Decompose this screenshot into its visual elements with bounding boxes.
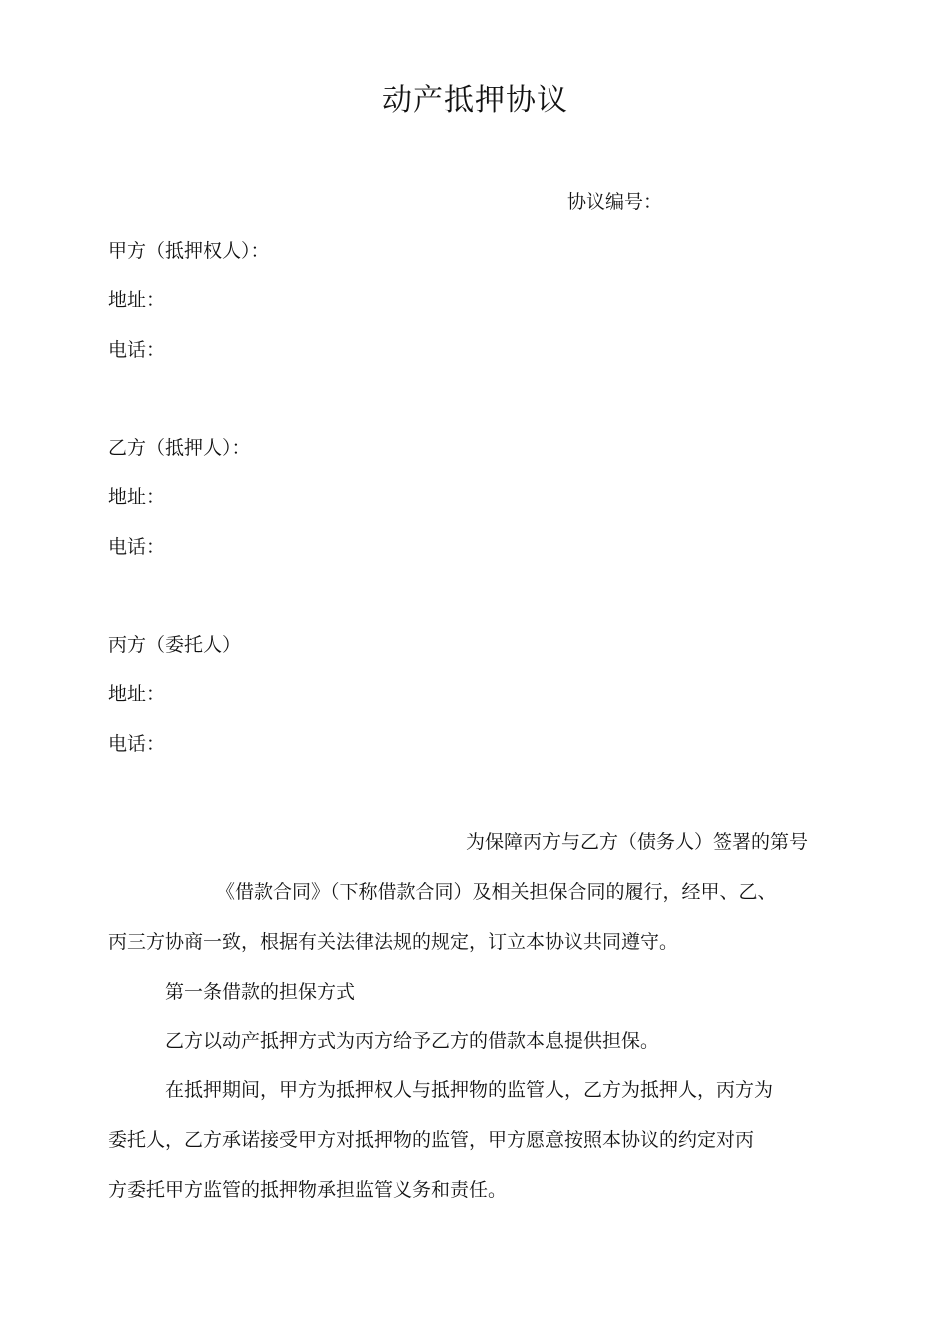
article-1-paragraph-2-line-3: 方委托甲方监管的抵押物承担监管义务和责任。 — [108, 1179, 508, 1201]
article-1-paragraph-1: 乙方以动产抵押方式为丙方给予乙方的借款本息提供担保。 — [165, 1030, 660, 1052]
party-b-label: 乙方（抵押人）： — [108, 437, 251, 459]
party-a-address-label: 地址： — [108, 289, 166, 311]
party-c-label: 丙方（委托人） — [108, 634, 242, 656]
preamble-line-2: 《借款合同》（下称借款合同）及相关担保合同的履行，经甲、乙、 — [216, 881, 777, 903]
article-1-heading: 第一条借款的担保方式 — [165, 981, 356, 1003]
article-1-paragraph-2-line-1: 在抵押期间，甲方为抵押权人与抵押物的监管人，乙方为抵押人，丙方为 — [165, 1079, 774, 1101]
preamble-line-1: 为保障丙方与乙方（债务人）签署的第号 — [466, 831, 809, 853]
agreement-number-label: 协议编号： — [567, 191, 663, 213]
party-b-address-label: 地址： — [108, 486, 166, 508]
document-title: 动产抵押协议 — [382, 83, 568, 118]
party-a-phone-label: 电话： — [108, 339, 166, 361]
party-b-phone-label: 电话： — [108, 536, 166, 558]
party-c-address-label: 地址： — [108, 683, 166, 705]
party-a-label: 甲方（抵押权人）： — [108, 240, 270, 262]
article-1-paragraph-2-line-2: 委托人，乙方承诺接受甲方对抵押物的监管，甲方愿意按照本协议的约定对丙 — [108, 1129, 755, 1151]
party-c-phone-label: 电话： — [108, 733, 166, 755]
preamble-line-3: 丙三方协商一致，根据有关法律法规的规定，订立本协议共同遵守。 — [108, 931, 679, 953]
